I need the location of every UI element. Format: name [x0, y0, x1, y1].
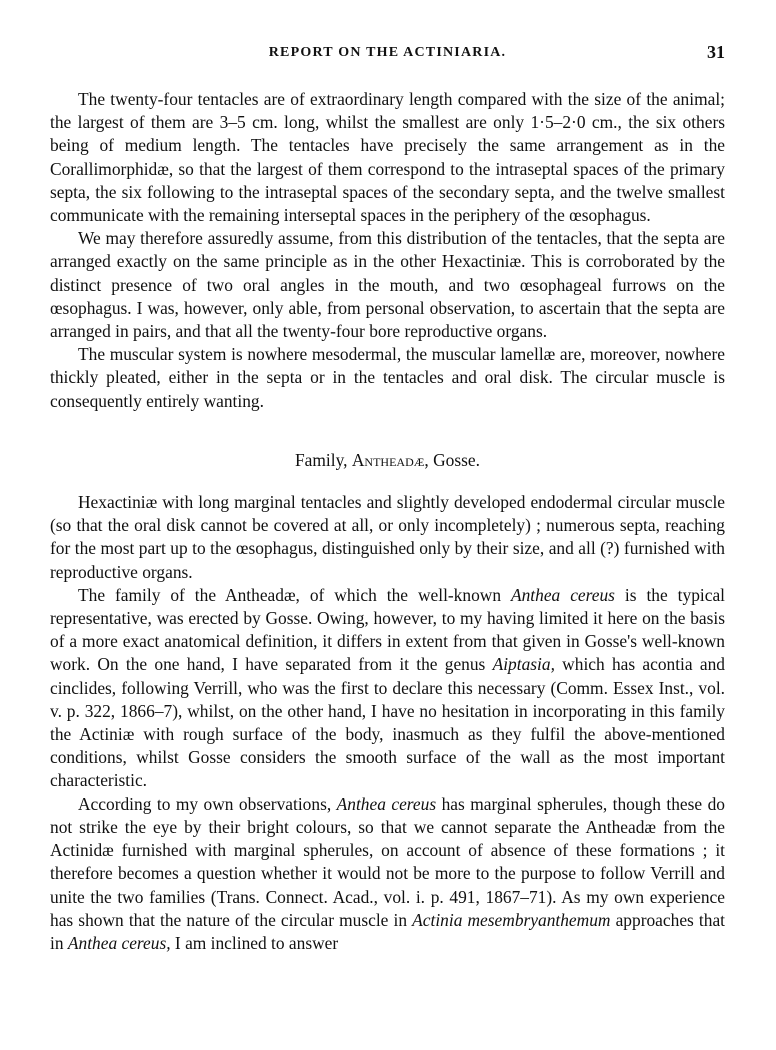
text-run: is the typical representative, was erected by Gosse. Owing, however, to my having limited it here on the basis of a more exact anatomical definition, it differs in extent from that given in Gosse's well-known work. On the one hand, I have separated from it the genus: [50, 584, 725, 675]
running-title: REPORT ON THE ACTINIARIA.: [268, 45, 507, 60]
genus-name: Aiptasia,: [492, 654, 555, 675]
section-heading: [50, 449, 725, 472]
species-name: Actinia mesembryanthemum: [412, 909, 611, 930]
species-name: Anthea cereus: [336, 793, 437, 814]
paragraph-tentacles: The twenty-four tentacles are of extraordinary length compared with the size of the animal; the largest of them are 3–5 cm. long, whilst the smallest are only 1·5–2·0 cm., the six others being of medium length. The tentacles have precisely the same arrangement as in the Corallimorphidæ, so that the largest of them correspond to the intraseptal spaces of the primary septa, the six following to the intraseptal spaces of the secondary septa, and the twelve smallest communicate with the remaining interseptal spaces in the periphery of the œsophagus.: [50, 89, 725, 226]
paragraph-observations: [50, 793, 725, 955]
text-run: approaches that in: [50, 909, 725, 953]
running-head: [50, 40, 725, 64]
heading-prefix: Family,: [295, 449, 352, 470]
text-run: According to my own observations,: [78, 793, 337, 814]
heading-family-name: Antheadæ: [351, 449, 425, 470]
paragraph-family-history: [50, 584, 725, 793]
text-run: I am inclined to answer: [170, 932, 339, 953]
page-number: 31: [707, 42, 725, 62]
species-name: Anthea cereus,: [67, 932, 171, 953]
text-run: has marginal spherules, though these do not strike the eye by their bright colours, so that we cannot separate the Antheadæ from the Actinidæ furnished with marginal spherules, on account of absence of these formations ; it therefore becomes a question whether it would not be more to the purpose to follow Verrill and unite the two families (Trans. Connect. Acad., vol. i. p. 491, 1867–71). As my own experience has shown that the nature of the circular muscle in: [50, 793, 725, 930]
text-run: The family of the Antheadæ, of which the well-known: [78, 584, 511, 605]
heading-suffix: , Gosse.: [424, 449, 480, 470]
paragraph-muscular-system: The muscular system is nowhere mesodermal, the muscular lamellæ are, moreover, nowhere thickly pleated, either in the septa or in the tentacles and oral disk. The circular muscle is consequently entirely wanting.: [50, 344, 725, 411]
body-text: [50, 88, 725, 955]
species-name: Anthea cereus: [510, 584, 615, 605]
paragraph-family-diagnosis: Hexactiniæ with long marginal tentacles and slightly developed endodermal circular muscle (so that the oral disk cannot be covered at all, or only incompletely) ; numerous septa, reaching for the most part up to the œsophagus, distinguished only by their size, and all (?) furnished with reproductive organs.: [50, 492, 725, 582]
text-run: which has acontia and cinclides, following Verrill, who was the first to declare this necessary (Comm. Essex Inst., vol. v. p. 322, 1866–7), whilst, on the other hand, I have no hesitation in incorporating in this family the Actiniæ with rough surface of the body, inasmuch as they fulfil the above-mentioned conditions, whilst Gosse considers the smooth surface of the wall as the most important characteristic.: [50, 654, 725, 791]
paragraph-septa: We may therefore assuredly assume, from this distribution of the tentacles, that the septa are arranged exactly on the same principle as in the other Hexactiniæ. This is corroborated by the distinct presence of two oral angles in the mouth, and two œsophageal furrows on the œsophagus. I was, however, only able, from personal observation, to ascertain that the septa are arranged in pairs, and that all the twenty-four bore reproductive organs.: [50, 228, 725, 342]
